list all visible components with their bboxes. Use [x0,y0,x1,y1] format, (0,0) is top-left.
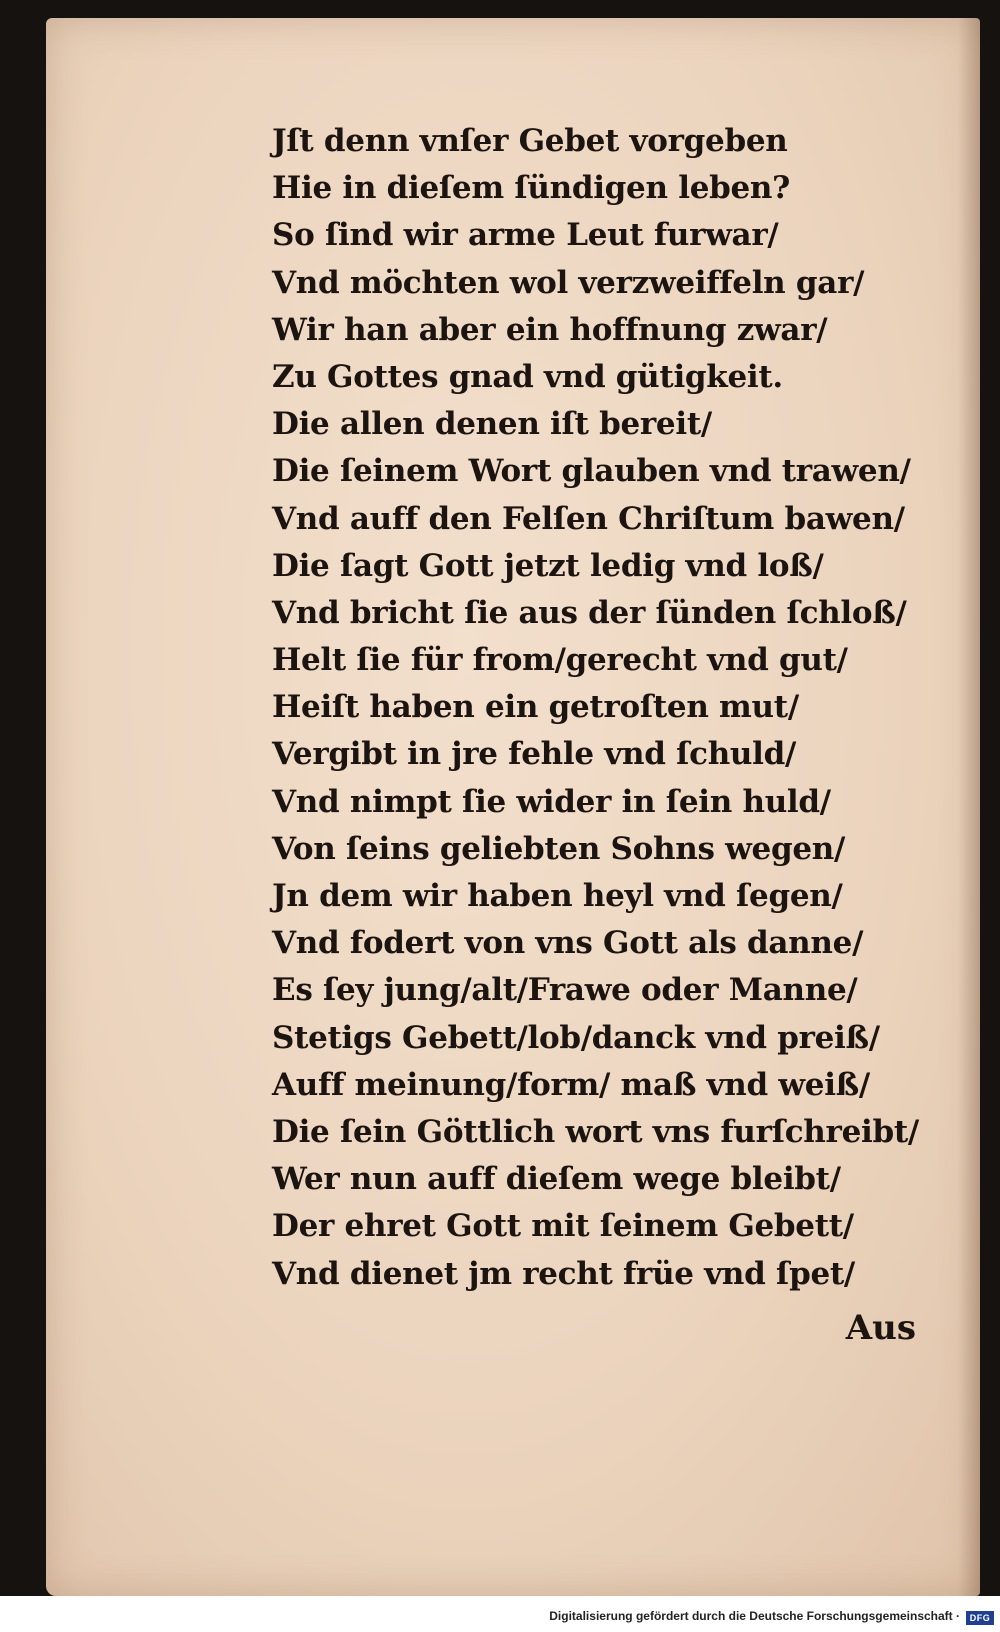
poem-line: Vergibt in jre fehle vnd ſchuld/ [272,736,797,773]
poem-line: Wir han aber ein hoffnung zwar/ [272,311,828,348]
poem-line: Jſt denn vnſer Gebet vorgeben [272,123,788,159]
poem-line: Vnd nimpt ſie wider in ſein huld/ [272,783,831,820]
poem-line: Jn dem wir haben heyl vnd ſegen/ [272,878,843,914]
poem-line: Der ehret Gott mit ſeinem Gebett/ [272,1208,854,1245]
poem-line: Von ſeins geliebten Sohns wegen/ [272,830,846,867]
funding-credit: Digitalisierung gefördert durch die Deutsche Forschungsgemeinschaft · [549,1609,960,1623]
poem-line: Helt ſie für from/gerecht vnd gut/ [272,642,848,679]
poem-line: Die ſein Göttlich wort vns furſchreibt/ [272,1113,919,1150]
poem-line: Die allen denen iſt bereit/ [272,406,712,443]
poem-line: So ſind wir arme Leut furwar/ [272,217,779,254]
poem-line: Wer nun auff dieſem wege bleibt/ [272,1161,841,1198]
poem-line: Vnd dienet jm recht früe vnd ſpet/ [272,1255,855,1292]
poem-line: Heiſt haben ein getroſten mut/ [272,689,799,726]
poem-line: Die ſeinem Wort glauben vnd trawen/ [272,453,911,490]
page-edge-shadow [958,18,980,1596]
poem-line: Vnd bricht ſie aus der ſünden ſchloß/ [272,594,907,631]
poem-line: Stetigs Gebett/lob/danck vnd preiß/ [272,1019,880,1056]
poem-line: Die ſagt Gott jetzt ledig vnd loß/ [272,547,824,584]
poem-line: Zu Gottes gnad vnd gütigkeit. [272,358,783,395]
digitization-footer [0,1596,1000,1632]
catchword: Aus [845,1308,916,1348]
poem-line: Es ſey jung/alt/Frawe oder Manne/ [272,972,858,1009]
poem-line: Vnd möchten wol verzweiffeln gar/ [272,264,865,301]
poem-line: Auff meinung/form/ maß vnd weiß/ [272,1066,870,1103]
poem-line: Vnd fodert von vns Gott als danne/ [272,925,864,962]
poem-text [272,118,952,1298]
poem-line: Hie in dieſem ſündigen leben? [272,170,791,207]
dfg-logo[interactable]: DFG [966,1611,994,1625]
poem-line: Vnd auff den Felſen Chriſtum bawen/ [272,500,905,537]
